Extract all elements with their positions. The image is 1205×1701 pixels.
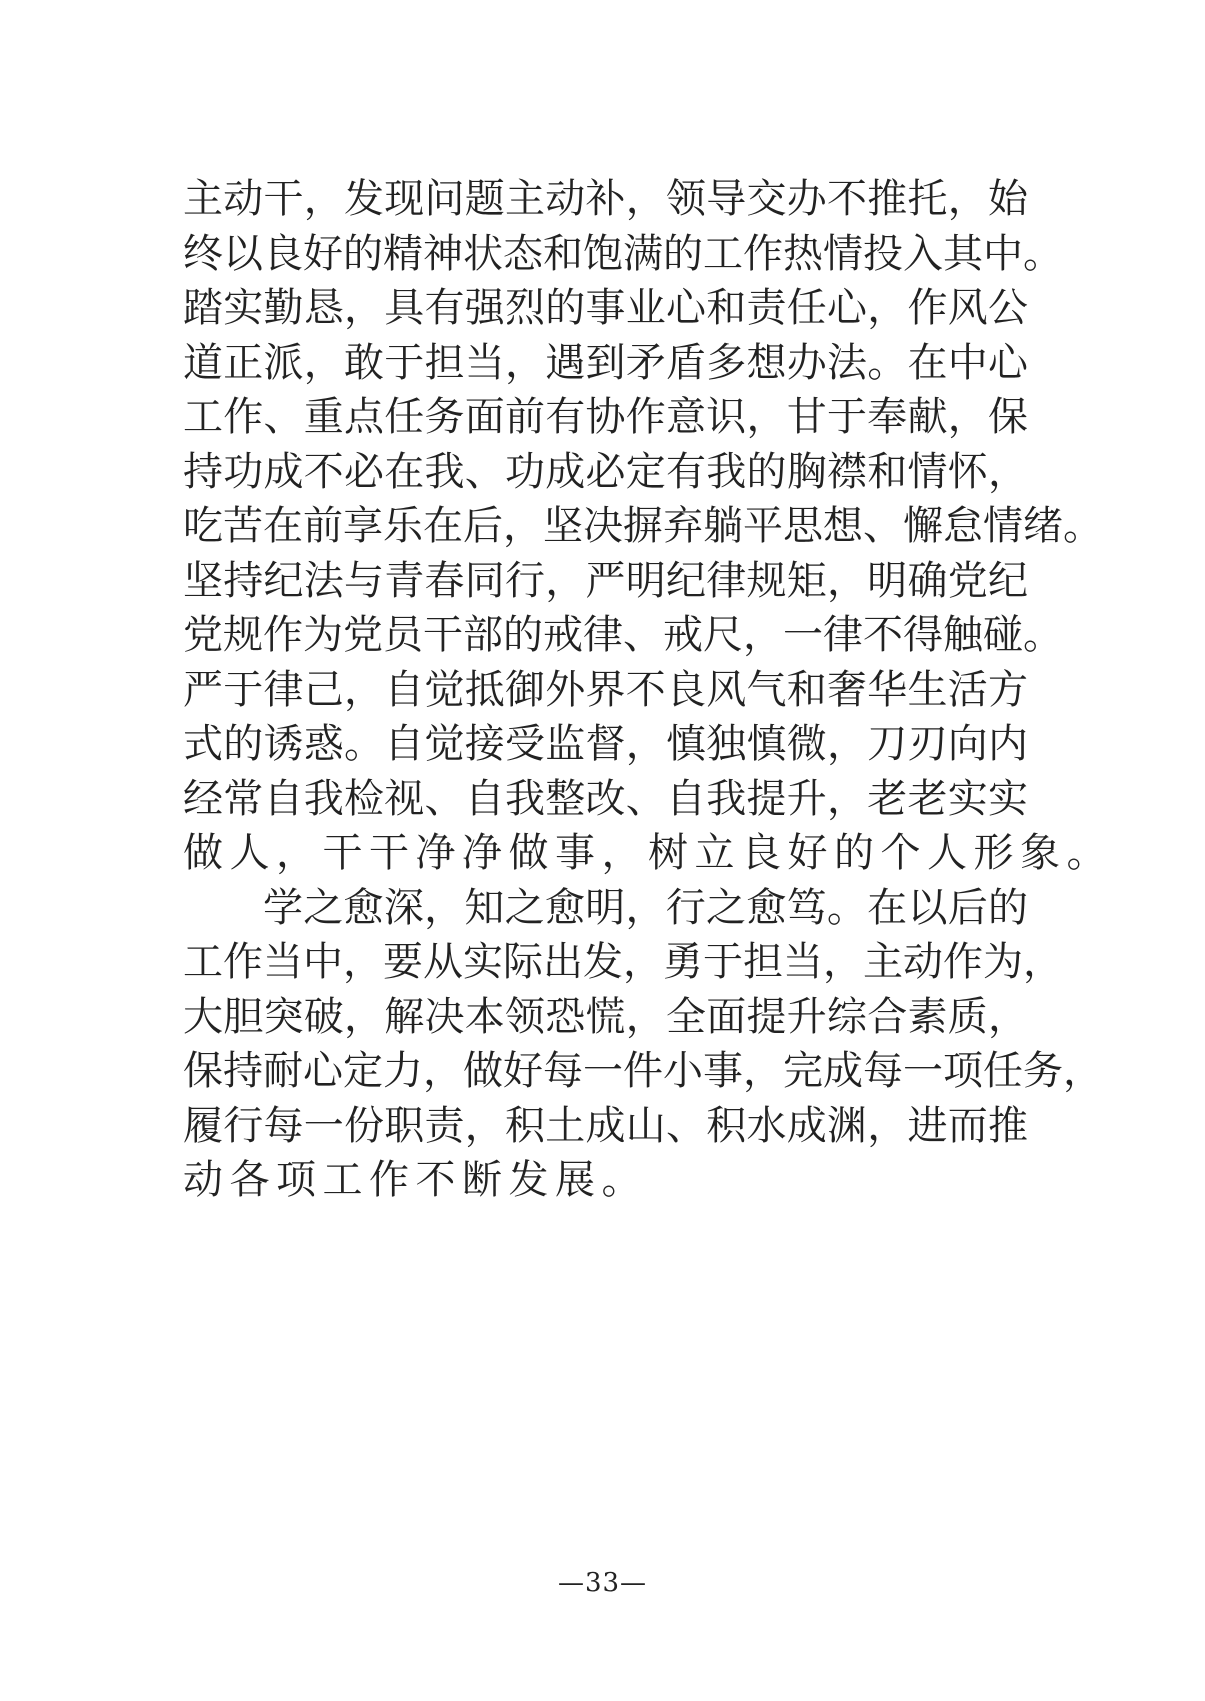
body-text — [183, 172, 1113, 1208]
paragraph-2-line-3: 大胆突破，解决本领恐慌，全面提升综合素质， — [183, 993, 1028, 1040]
text-line-8: 坚持纪法与青春同行，严明纪律规矩，明确党纪 — [183, 557, 1028, 604]
text-line-6: 持功成不必在我、功成必定有我的胸襟和情怀， — [183, 448, 1028, 495]
text-line-11: 式的诱惑。自觉接受监督，慎独慎微，刀刃向内 — [183, 721, 1028, 767]
paragraph-2-line-1: 学之愈深，知之愈明，行之愈笃。在以后的 — [263, 884, 1028, 931]
paragraph-2-line-6: 动各项工作不断发展。 — [183, 1157, 648, 1203]
paragraph-2-line-4: 保持耐心定力，做好每一件小事，完成每一项任务， — [183, 1048, 1103, 1094]
text-line-9: 党规作为党员干部的戒律、戒尺，一律不得触碰。 — [183, 612, 1063, 658]
text-line-4: 道正派，敢于担当，遇到矛盾多想办法。在中心 — [183, 339, 1028, 386]
paragraph-2-line-2: 工作当中，要从实际出发，勇于担当，主动作为， — [183, 939, 1063, 985]
text-line-10: 严于律己，自觉抵御外界不良风气和奢华生活方 — [183, 666, 1028, 713]
text-line-12: 经常自我检视、自我整改、自我提升，老老实实 — [183, 775, 1028, 822]
text-line-7: 吃苦在前享乐在后，坚决摒弃躺平思想、懈怠情绪。 — [183, 503, 1103, 549]
text-line-2: 终以良好的精神状态和饱满的工作热情投入其中。 — [183, 230, 1063, 277]
text-line-13: 做人，干干净净做事，树立良好的个人形象。 — [183, 830, 1113, 876]
page-number: —33— — [557, 1568, 648, 1598]
paragraph-2-line-5: 履行每一份职责，积土成山、积水成渊，进而推 — [183, 1102, 1028, 1149]
text-line-3: 踏实勤恳，具有强烈的事业心和责任心，作风公 — [183, 285, 1028, 331]
text-line-1: 主动干，发现问题主动补，领导交办不推托，始 — [183, 176, 1028, 222]
text-line-5: 工作、重点任务面前有协作意识，甘于奉献，保 — [183, 394, 1028, 440]
